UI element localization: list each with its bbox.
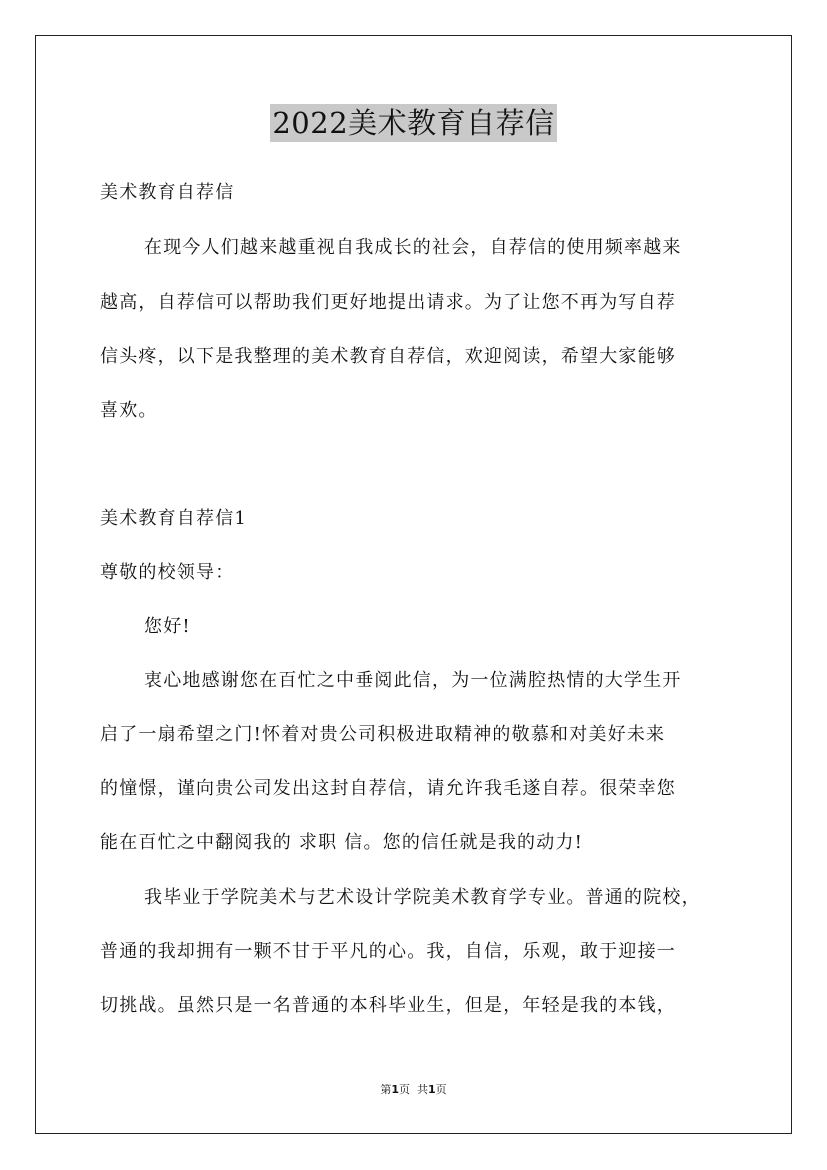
body-line: 能在百忙之中翻阅我的 求职 信。您的信任就是我的动力! (100, 832, 584, 853)
body-line: 衷心地感谢您在百忙之中垂阅此信，为一位满腔热情的大学生开 (144, 670, 682, 691)
page-label-prefix: 第 (380, 1083, 392, 1096)
intro-line: 喜欢。 (100, 400, 158, 421)
document-title: 2022美术教育自荐信 (272, 106, 555, 140)
intro-line: 在现今人们越来越重视自我成长的社会，自荐信的使用频率越来 (144, 237, 682, 258)
greeting: 您好! (144, 616, 191, 637)
intro-line: 信头疼，以下是我整理的美术教育自荐信，欢迎阅读，希望大家能够 (100, 346, 676, 367)
page-label-mid: 页 共 (399, 1083, 428, 1096)
body-line: 普通的我却拥有一颗不甘于平凡的心。我，自信，乐观，敢于迎接一 (100, 941, 676, 962)
title-container (0, 104, 827, 142)
body-line: 我毕业于学院美术与艺术设计学院美术教育学专业。普通的院校， (144, 887, 701, 908)
page-label-suffix: 页 (435, 1083, 447, 1096)
body-line: 启了一扇希望之门!怀着对贵公司积极进取精神的敬慕和对美好未来 (100, 724, 666, 745)
body-line: 切挑战。虽然只是一名普通的本科毕业生，但是，年轻是我的本钱， (100, 995, 676, 1016)
body-line: 的憧憬，谨向贵公司发出这封自荐信，请允许我毛遂自荐。很荣幸您 (100, 778, 676, 799)
total-pages: 1 (428, 1083, 436, 1096)
page-footer (0, 1083, 827, 1097)
subtitle: 美术教育自荐信 (100, 182, 235, 203)
page-number: 1 (391, 1083, 399, 1096)
salutation: 尊敬的校领导： (100, 562, 235, 583)
section-heading: 美术教育自荐信1 (100, 508, 248, 529)
intro-line: 越高，自荐信可以帮助我们更好地提出请求。为了让您不再为写自荐 (100, 292, 676, 313)
